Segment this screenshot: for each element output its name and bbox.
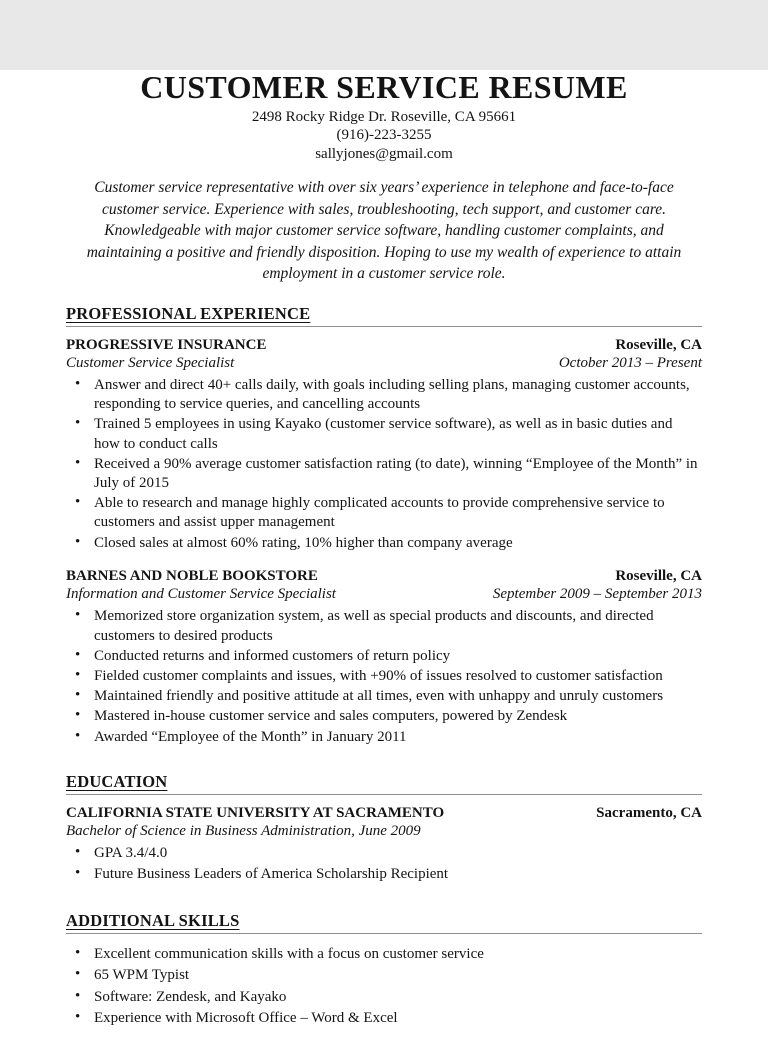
job-location: Roseville, CA (615, 567, 702, 584)
bullet-item: • Fielded customer complaints and issues, with +90% of issues resolved to customer satisfaction (66, 667, 702, 686)
section-heading-label: PROFESSIONAL EXPERIENCE (66, 303, 311, 323)
section-heading-experience (66, 304, 702, 327)
bullet-item: • Future Business Leaders of America Scholarship Recipient (66, 865, 702, 884)
bullet-item: • GPA 3.4/4.0 (66, 844, 702, 863)
resume-title: CUSTOMER SERVICE RESUME (140, 69, 628, 105)
bullet-item: • Mastered in-house customer service and sales computers, powered by Zendesk (66, 707, 702, 726)
bullet-item: • Conducted returns and informed customers of return policy (66, 647, 702, 666)
contact-address: 2498 Rocky Ridge Dr. Roseville, CA 95661 (251, 108, 517, 125)
skills-bullet-list (66, 944, 702, 1029)
job-dates: September 2009 – September 2013 (492, 585, 702, 602)
bullet-item: • 65 WPM Typist (66, 965, 702, 985)
contact-phone: (916)-223-3255 (336, 127, 432, 144)
school-name: CALIFORNIA STATE UNIVERSITY AT SACRAMENTO (66, 804, 445, 821)
bullet-item: • Maintained friendly and positive attitude at all times, even with unhappy and unruly customers (66, 687, 702, 706)
education-entry (66, 804, 702, 884)
section-heading-label: EDUCATION (66, 771, 168, 791)
section-heading-skills (66, 911, 702, 934)
section-heading-label: ADDITIONAL SKILLS (66, 910, 240, 930)
school-location: Sacramento, CA (596, 804, 702, 821)
job-location: Roseville, CA (615, 336, 702, 353)
bullet-item: • Closed sales at almost 60% rating, 10% higher than company average (66, 534, 702, 553)
job-bullet-list (66, 607, 702, 746)
bullet-item: • Excellent communication skills with a focus on customer service (66, 944, 702, 964)
bullet-item: • Answer and direct 40+ calls daily, with goals including selling plans, managing customer accounts, responding to service queries, and cancelling accounts (66, 376, 702, 414)
job-title: Customer Service Specialist (66, 354, 235, 371)
section-education (66, 772, 702, 884)
section-heading-education (66, 772, 702, 795)
job-entry-barnes-noble (66, 567, 702, 747)
job-entry-progressive (66, 336, 702, 553)
section-skills (66, 911, 702, 1029)
bullet-item: • Received a 90% average customer satisfaction rating (to date), winning “Employee of the Month” in July of 2015 (66, 455, 702, 493)
resume-page (0, 70, 768, 1064)
degree-line: Bachelor of Science in Business Administration, June 2009 (66, 822, 421, 839)
bullet-item: • Able to research and manage highly complicated accounts to provide comprehensive service to customers and assist upper management (66, 494, 702, 532)
job-title: Information and Customer Service Specialist (66, 585, 336, 602)
education-bullet-list (66, 844, 702, 883)
job-bullet-list (66, 376, 702, 553)
summary-paragraph: Customer service representative with over six years’ experience in telephone and face-to-face customer service. Experience with sales, troubleshooting, tech support, and customer care. Knowledgeable with major customer service software, handling customer complaints, and maintaining a positive and friendly disposition. Hoping to use my wealth of experience to attain employment in a customer service role. (86, 179, 682, 283)
bullet-item: • Experience with Microsoft Office – Word & Excel (66, 1008, 702, 1028)
bullet-item: • Software: Zendesk, and Kayako (66, 987, 702, 1007)
company-name: PROGRESSIVE INSURANCE (66, 336, 267, 353)
section-experience (66, 304, 702, 747)
company-name: BARNES AND NOBLE BOOKSTORE (66, 567, 318, 584)
bullet-item: • Awarded “Employee of the Month” in January 2011 (66, 728, 702, 747)
bullet-item: • Memorized store organization system, as well as special products and discounts, and directed customers to desired products (66, 607, 702, 645)
contact-email: sallyjones@gmail.com (315, 145, 453, 162)
job-dates: October 2013 – Present (558, 354, 702, 371)
bullet-item: • Trained 5 employees in using Kayako (customer service software), as well as in basic duties and how to conduct calls (66, 415, 702, 453)
